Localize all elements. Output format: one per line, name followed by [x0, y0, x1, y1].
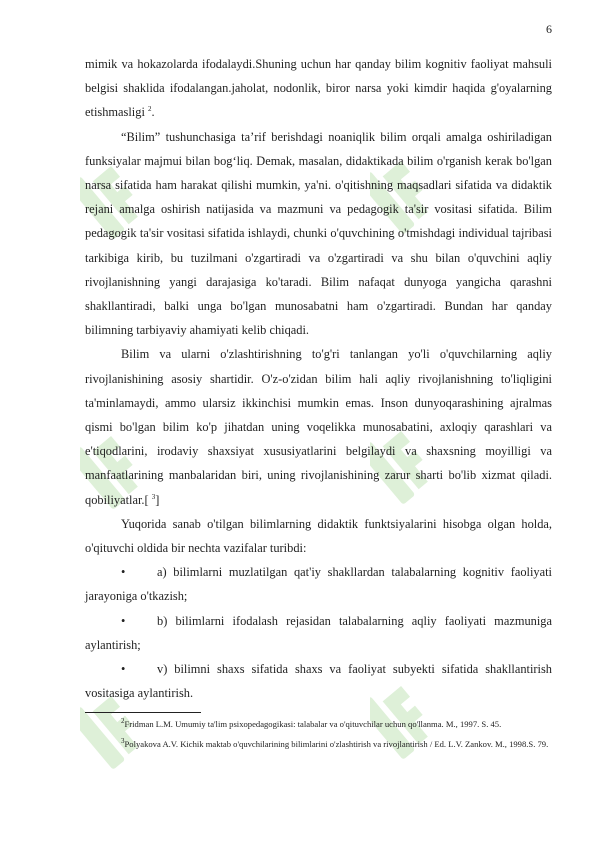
- list-item: [85, 657, 552, 705]
- footnote-mark: 3: [121, 736, 125, 745]
- list-item-text: b) bilimlarni ifodalash rejasidan talabalarning aqliy faoliyati mazmuniga aylantirish;: [85, 613, 552, 652]
- footnote-mark: 2: [121, 717, 125, 726]
- task-list: [85, 560, 552, 705]
- footnote-reference: 3: [151, 492, 156, 501]
- document-body: [85, 52, 552, 756]
- bullet-marker: •: [121, 662, 126, 677]
- footnote: [85, 737, 552, 751]
- paragraph-text: “Bilim” tushunchasiga ta’rif berishdagi noaniqlik bilim orqali amalga oshiriladigan funksiyalar majmui bilan bog‘liq. Demak, masalan, didaktikada bilim o'rganish kerak bo'lgan narsa sifatida ham harakat qilishi mumkin, ya'ni. o'qitishning maqsadlari sifatida va didaktik rejani amalga oshirish natijasida va mazmuni va pedagogik ta'sir vositasi sifatida. Bilim pedagogik ta'sir vositasi sifatida ishlaydi, chunki o'quvchining o'tmishdagi individual tajribasi tarkibiga kirib, bu tuzilmani o'zgartiradi va o'zgartiradi va shu bilan o'quvchini aqliy rivojlanishning yangi darajasiga ko'taradi. Bilim nafaqat dunyoga yangicha qarashni shakllantiradi, balki unga bo'lgan munosabatni ham o'zgartiradi. Bundan har qanday bilimning tarbiyaviy ahamiyati kelib chiqadi.: [85, 129, 552, 338]
- footnote-separator: [85, 712, 201, 713]
- footnote-reference: 2: [147, 105, 152, 114]
- body-paragraph: [85, 52, 552, 125]
- footnotes: [85, 717, 552, 750]
- page-number: 6: [546, 22, 552, 36]
- list-item-text: v) bilimni shaxs sifatida shaxs va faoliyat subyekti sifatida shakllantirish vositasiga aylantirish.: [85, 662, 552, 701]
- body-paragraph: [85, 125, 552, 343]
- paragraph-text: Bilim va ularni o'zlashtirishning to'g'ri tanlangan yo'li o'quvchilarning aqliy rivojlanishining asosiy shartidir. O'z-o'zidan bilim hali aqliy rivojlanishning to'liqligini ta'minlamaydi, ammo ularsiz ikkinchisi mumkin emas. Inson dunyoqarashining ajralmas qismi bo'lgan bilim ko'p jihatdan uning voqelikka munosabatini, axloqiy qarashlari va e'tiqodlarini, irodaviy shaxsiyat xususiyatlarini belgilaydi va shaxsning moyilligi va manfaatlarining manbalaridan biri, uning rivojlanishining zarur sharti bo'lib xizmat qiladi. qobiliyatlar.[: [85, 347, 552, 507]
- body-paragraph: [85, 342, 552, 511]
- list-item: [85, 609, 552, 657]
- bullet-marker: •: [121, 613, 126, 628]
- footnote-text: Fridman L.M. Umumiy ta'lim psixopedagogikasi: talabalar va o'qituvchilar uchun qo'llanma. M., 1997. S. 45.: [124, 719, 502, 730]
- footnote-text: Polyakova A.V. Kichik maktab o'quvchilarining bilimlarini o'zlashtirish va rivojlantirish / Ed. L.V. Zankov. M., 1998.S. 79.: [124, 738, 549, 749]
- paragraph-text: mimik va hokazolarda ifodalaydi.Shuning uchun har qanday bilim kognitiv faoliyat mahsuli belgisi shaklida ifodalangan.jaholat, nodonlik, biror narsa yoki kimdir haqida g'oyalarning etishmasligi: [85, 57, 552, 120]
- paragraph-text: Yuqorida sanab o'tilgan bilimlarning didaktik funktsiyalarini hisobga olgan holda, o'qituvchi oldida bir nechta vazifalar turibdi:: [85, 516, 552, 556]
- paragraph-trailing-text: ]: [155, 492, 160, 507]
- body-paragraph: [85, 512, 552, 560]
- bullet-marker: •: [121, 565, 126, 580]
- paragraphs: [85, 52, 552, 560]
- paragraph-trailing-text: .: [151, 105, 155, 120]
- list-item-text: a) bilimlarni muzlatilgan qat'iy shakllardan talabalarning kognitiv faoliyati jarayoniga o'tkazish;: [85, 565, 552, 604]
- footnote: [85, 717, 552, 731]
- list-item: [85, 560, 552, 608]
